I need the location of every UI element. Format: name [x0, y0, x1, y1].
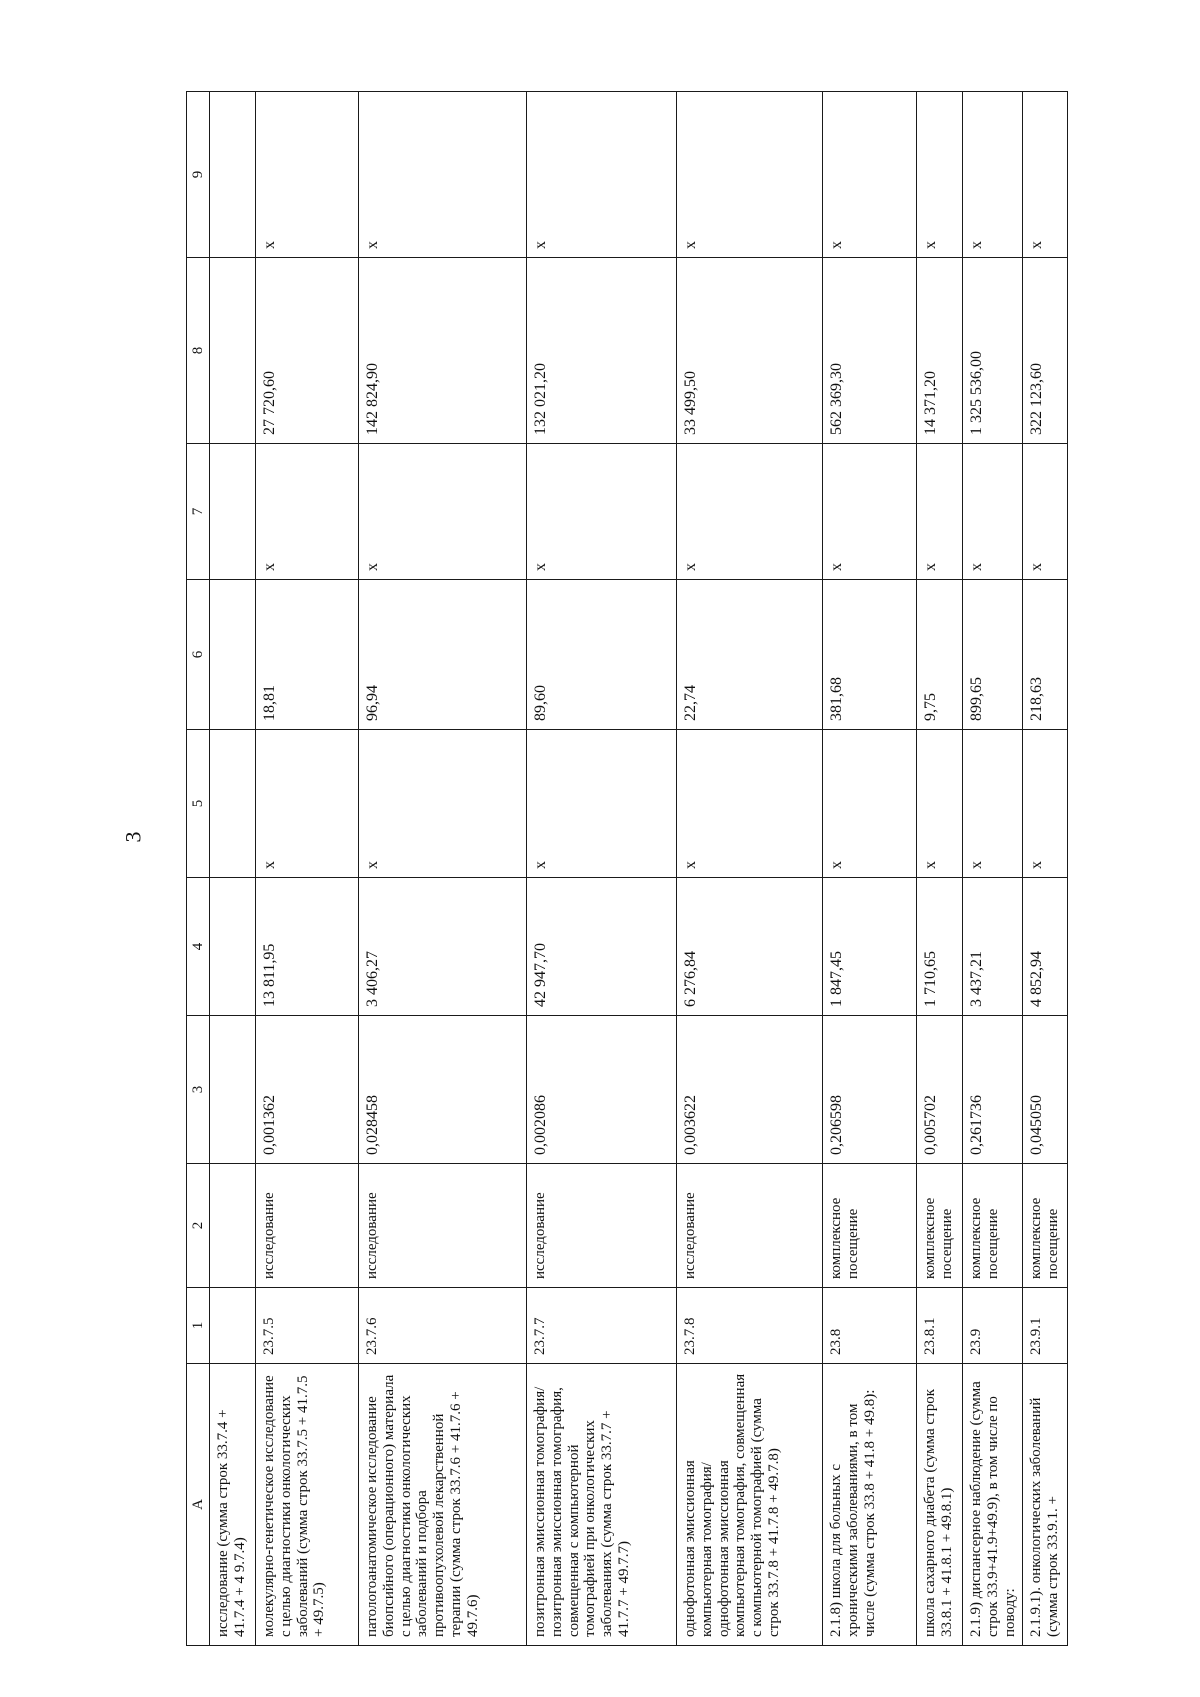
table-rotation-frame	[186, 92, 1066, 1646]
row-code: 23.9.1	[1023, 1288, 1068, 1364]
cell-col3: 0,206598	[823, 1016, 917, 1164]
row-unit: комплексное посещение	[963, 1164, 1023, 1288]
col-header-a: А	[187, 1364, 210, 1646]
cell-col6: 89,60	[527, 580, 677, 730]
row-description: исследование (сумма строк 33.7.4 + 41.7.4 + 4 9.7.4)	[210, 1364, 256, 1646]
rotated-table-container	[186, 92, 1066, 1646]
row-description: позитронная эмиссионная томография/позитронная эмиссионная томография, совмещенная с компьютерной томографией при онкологических заболеваниях (сумма строк 33.7.7 + 41.7.7 + 49.7.7)	[527, 1364, 677, 1646]
row-code: 23.7.6	[359, 1288, 527, 1364]
cell-col8: 27 720,60	[256, 258, 359, 444]
col-header-7: 7	[187, 444, 210, 580]
cell-col8: 1 325 536,00	[963, 258, 1023, 444]
cell-col6: 96,94	[359, 580, 527, 730]
col-header-2: 2	[187, 1164, 210, 1288]
col-header-8: 8	[187, 258, 210, 444]
table-row	[210, 92, 256, 1646]
cell-col6: 381,68	[823, 580, 917, 730]
cell-col4	[210, 878, 256, 1016]
row-description: патологоанатомическое исследование биопсийного (операционного) материала с целью диагностики онкологических заболеваний и подбора противоопухолевой лекарственной терапии (сумма строк 33.7.6 + 41.7.6 + 49.7.6)	[359, 1364, 527, 1646]
cell-col6	[210, 580, 256, 730]
row-unit	[210, 1164, 256, 1288]
col-header-5: 5	[187, 730, 210, 878]
cell-col9: х	[677, 92, 823, 258]
cell-col4: 1 847,45	[823, 878, 917, 1016]
row-description: 2.1.8) школа для больных с хроническими заболеваниями, в том числе (сумма строк 33.8 + 41.8 + 49.8):	[823, 1364, 917, 1646]
page-number: 3	[120, 831, 146, 843]
cell-col4: 1 710,65	[917, 878, 963, 1016]
cell-col5: х	[823, 730, 917, 878]
cell-col3: 0,001362	[256, 1016, 359, 1164]
cell-col7: х	[359, 444, 527, 580]
cell-col8: 132 021,20	[527, 258, 677, 444]
row-unit: исследование	[677, 1164, 823, 1288]
row-unit: исследование	[359, 1164, 527, 1288]
cell-col3: 0,261736	[963, 1016, 1023, 1164]
col-header-4: 4	[187, 878, 210, 1016]
cell-col7: х	[823, 444, 917, 580]
row-code	[210, 1288, 256, 1364]
row-code: 23.9	[963, 1288, 1023, 1364]
row-code: 23.7.7	[527, 1288, 677, 1364]
row-unit: комплексное посещение	[917, 1164, 963, 1288]
row-unit: исследование	[256, 1164, 359, 1288]
cell-col7	[210, 444, 256, 580]
cell-col7: х	[963, 444, 1023, 580]
cell-col5	[210, 730, 256, 878]
cell-col9: х	[359, 92, 527, 258]
cell-col4: 4 852,94	[1023, 878, 1068, 1016]
col-header-3: 3	[187, 1016, 210, 1164]
cell-col9: х	[256, 92, 359, 258]
cell-col5: х	[256, 730, 359, 878]
data-table	[186, 91, 1068, 1646]
cell-col5: х	[527, 730, 677, 878]
cell-col4: 3 437,21	[963, 878, 1023, 1016]
cell-col6: 9,75	[917, 580, 963, 730]
table-row	[677, 92, 823, 1646]
row-description: 2.1.9.1). онкологических заболеваний (сумма строк 33.9.1. +	[1023, 1364, 1068, 1646]
cell-col4: 6 276,84	[677, 878, 823, 1016]
cell-col8: 322 123,60	[1023, 258, 1068, 444]
row-unit: исследование	[527, 1164, 677, 1288]
cell-col5: х	[359, 730, 527, 878]
cell-col9	[210, 92, 256, 258]
row-code: 23.7.5	[256, 1288, 359, 1364]
cell-col7: х	[917, 444, 963, 580]
table-row	[917, 92, 963, 1646]
cell-col3: 0,045050	[1023, 1016, 1068, 1164]
cell-col7: х	[256, 444, 359, 580]
table-row	[527, 92, 677, 1646]
cell-col8	[210, 258, 256, 444]
cell-col9: х	[823, 92, 917, 258]
row-code: 23.8.1	[917, 1288, 963, 1364]
cell-col4: 3 406,27	[359, 878, 527, 1016]
cell-col9: х	[527, 92, 677, 258]
cell-col6: 899,65	[963, 580, 1023, 730]
table-row	[963, 92, 1023, 1646]
cell-col5: х	[917, 730, 963, 878]
row-description: 2.1.9) диспансерное наблюдение (сумма строк 33.9+41.9+49.9), в том числе по поводу:	[963, 1364, 1023, 1646]
cell-col3: 0,003622	[677, 1016, 823, 1164]
cell-col6: 18,81	[256, 580, 359, 730]
cell-col4: 42 947,70	[527, 878, 677, 1016]
cell-col3	[210, 1016, 256, 1164]
table-row	[256, 92, 359, 1646]
row-unit: комплексное посещение	[1023, 1164, 1068, 1288]
cell-col7: х	[1023, 444, 1068, 580]
header-row	[187, 92, 210, 1646]
cell-col6: 22,74	[677, 580, 823, 730]
col-header-6: 6	[187, 580, 210, 730]
cell-col4: 13 811,95	[256, 878, 359, 1016]
cell-col9: х	[963, 92, 1023, 258]
cell-col8: 33 499,50	[677, 258, 823, 444]
cell-col8: 562 369,30	[823, 258, 917, 444]
col-header-1: 1	[187, 1288, 210, 1364]
cell-col7: х	[527, 444, 677, 580]
row-description: молекулярно-генетическое исследование с целью диагностики онкологических заболеваний (сумма строк 33.7.5 + 41.7.5 + 49.7.5)	[256, 1364, 359, 1646]
cell-col3: 0,028458	[359, 1016, 527, 1164]
row-code: 23.7.8	[677, 1288, 823, 1364]
cell-col5: х	[963, 730, 1023, 878]
table-row	[359, 92, 527, 1646]
row-description: однофотонная эмиссионная компьютерная томография/ однофотонная эмиссионная компьютерная томография, совмещенная с компьютерной томографией (сумма строк 33.7.8 + 41.7.8 + 49.7.8)	[677, 1364, 823, 1646]
cell-col8: 142 824,90	[359, 258, 527, 444]
col-header-9: 9	[187, 92, 210, 258]
row-unit: комплексное посещение	[823, 1164, 917, 1288]
cell-col5: х	[677, 730, 823, 878]
row-code: 23.8	[823, 1288, 917, 1364]
table-row	[1023, 92, 1068, 1646]
cell-col6: 218,63	[1023, 580, 1068, 730]
cell-col9: х	[1023, 92, 1068, 258]
cell-col7: х	[677, 444, 823, 580]
cell-col9: х	[917, 92, 963, 258]
row-description: школа сахарного диабета (сумма строк 33.8.1 + 41.8.1 + 49.8.1)	[917, 1364, 963, 1646]
cell-col8: 14 371,20	[917, 258, 963, 444]
cell-col3: 0,002086	[527, 1016, 677, 1164]
table-row	[823, 92, 917, 1646]
cell-col3: 0,005702	[917, 1016, 963, 1164]
cell-col5: х	[1023, 730, 1068, 878]
